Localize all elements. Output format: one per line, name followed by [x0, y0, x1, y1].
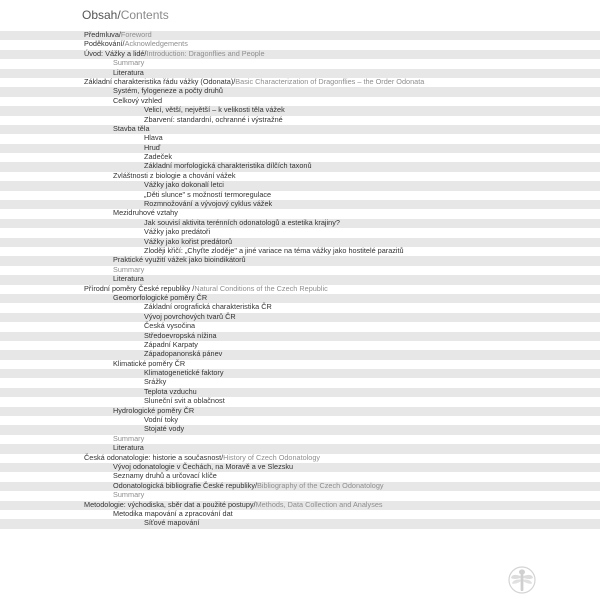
toc-entry-czech: Přírodní poměry České republiky /: [84, 283, 195, 293]
toc-entry-text: [144, 115, 283, 125]
toc-entry-czech: Vývoj povrchových tvarů ČR: [144, 311, 236, 321]
toc-entry-czech: Literatura: [113, 274, 144, 284]
toc-entry-english: Methods, Data Collection and Analyses: [255, 499, 383, 509]
toc-entry: [0, 341, 600, 350]
toc-entry: [0, 106, 600, 115]
toc-entry-czech: Rozmnožování a vývojový cyklus vážek: [144, 199, 273, 209]
toc-entry: [0, 369, 600, 378]
toc-entry-czech: Poděkování/: [84, 39, 125, 49]
toc-entry-czech: Hlava: [144, 133, 163, 143]
toc-entry-english: Summary: [113, 490, 145, 500]
toc-entry-czech: Sluneční svit a oblačnost: [144, 396, 225, 406]
toc-entry-czech: Západopanonská pánev: [144, 349, 223, 359]
toc-entry-czech: „Děti slunce" s možností termoregulace: [144, 189, 272, 199]
toc-entry-czech: Mezidruhové vztahy: [113, 208, 178, 218]
toc-entry: [0, 454, 600, 463]
toc-entry: [0, 50, 600, 59]
toc-entry: [0, 116, 600, 125]
toc-entry: [0, 191, 600, 200]
toc-entry: [0, 322, 600, 331]
toc-entry-czech: Jak souvisí aktivita terénních odonatologů a estetika krajiny?: [144, 217, 340, 227]
toc-entry-czech: Odonatologická bibliografie České republiky/: [113, 480, 257, 490]
toc-entry: [0, 266, 600, 275]
toc-entry: [0, 332, 600, 341]
toc-entry-text: [84, 49, 265, 59]
toc-entry-english: Summary: [113, 433, 145, 443]
title-english: Contents: [120, 8, 169, 22]
toc-entry: [0, 519, 600, 528]
toc-entry-czech: Česká vysočina: [144, 321, 196, 331]
toc-entry: [0, 501, 600, 510]
toc-entry-czech: Česká odonatologie: historie a současnost/: [84, 452, 224, 462]
toc-entry-czech: Síťové mapování: [144, 518, 200, 528]
toc-entry-czech: Stavba těla: [113, 123, 150, 133]
toc-entry-czech: Klimatické poměry ČR: [113, 358, 186, 368]
toc-entry-czech: Základní morfologická charakteristika dílčích taxonů: [144, 161, 312, 171]
toc-entry-english: Introduction: Dragonflies and People: [146, 48, 265, 58]
toc-entry: [0, 247, 600, 256]
toc-entry-czech: Vážky jako predátoři: [144, 227, 211, 237]
toc-entry-czech: Teplota vzduchu: [144, 386, 197, 396]
toc-entry-czech: Zloději křičí: „Chyťte zloděje" a jiné variace na téma vážky jako hostitelé parazitů: [144, 245, 404, 255]
page-title: [82, 8, 169, 22]
toc-entry-czech: Středoevropská nížina: [144, 330, 217, 340]
toc-entry-english: Summary: [113, 264, 145, 274]
toc-entry-czech: Klimatogenetické faktory: [144, 368, 224, 378]
toc-entry: [0, 125, 600, 134]
toc-entry-text: [144, 424, 184, 434]
toc-entry: [0, 407, 600, 416]
toc-entry: [0, 482, 600, 491]
toc-entry: [0, 59, 600, 68]
dragonfly-emblem-icon: [508, 565, 536, 595]
toc-entry: [0, 87, 600, 96]
toc-entry-czech: Systém, fylogeneze a počty druhů: [113, 86, 223, 96]
toc-entry: [0, 162, 600, 171]
toc-entry: [0, 416, 600, 425]
toc-entry: [0, 144, 600, 153]
toc-entry-czech: Zadeček: [144, 152, 172, 162]
toc-entry: [0, 172, 600, 181]
table-of-contents: [0, 31, 600, 529]
toc-entry-czech: Praktické využití vážek jako bioindikátorů: [113, 255, 246, 265]
toc-entry: [0, 200, 600, 209]
toc-entry: [0, 378, 600, 387]
toc-entry-english: Summary: [113, 58, 145, 68]
toc-entry: [0, 388, 600, 397]
toc-entry: [0, 425, 600, 434]
toc-entry-english: Basic Characterization of Dragonflies – the Order Odonata: [235, 76, 425, 86]
toc-entry: [0, 303, 600, 312]
toc-entry-text: [113, 481, 384, 491]
toc-entry-czech: Vývoj odonatologie v Čechách, na Moravě a ve Slezsku: [113, 461, 294, 471]
toc-entry-czech: Metodika mapování a zpracování dat: [113, 508, 233, 518]
toc-entry: [0, 134, 600, 143]
toc-entry-english: History of Czech Odonatology: [223, 452, 321, 462]
toc-entry-czech: Úvod: Vážky a lidé/: [84, 48, 147, 58]
toc-entry: [0, 219, 600, 228]
toc-entry-czech: Metodologie: východiska, sběr dat a použité postupy/: [84, 499, 256, 509]
toc-entry-czech: Základní orografická charakteristika ČR: [144, 302, 272, 312]
title-czech: Obsah/: [82, 8, 121, 22]
toc-entry: [0, 435, 600, 444]
toc-entry: [0, 313, 600, 322]
toc-entry: [0, 510, 600, 519]
toc-entry-english: Acknowledgements: [124, 39, 188, 49]
toc-entry-czech: Celkový vzhled: [113, 95, 163, 105]
toc-entry-czech: Seznamy druhů a určovací klíče: [113, 471, 217, 481]
toc-entry-czech: Zvláštnosti z biologie a chování vážek: [113, 170, 236, 180]
toc-entry: [0, 360, 600, 369]
toc-entry-czech: Vážky jako dokonalí letci: [144, 180, 224, 190]
toc-entry-czech: Vodní toky: [144, 415, 179, 425]
toc-entry-czech: Literatura: [113, 443, 144, 453]
toc-entry-czech: Hruď: [144, 142, 161, 152]
toc-entry-english: Foreword: [120, 30, 152, 39]
toc-entry-czech: Vážky jako kořist predátorů: [144, 236, 233, 246]
toc-entry-english: Bibliography of the Czech Odonatology: [257, 480, 384, 490]
toc-entry: [0, 463, 600, 472]
toc-entry-czech: Západní Karpaty: [144, 339, 198, 349]
toc-entry: [0, 181, 600, 190]
toc-entry-czech: Zbarvení: standardní, ochranné i výstražné: [144, 114, 283, 124]
toc-entry-czech: Srážky: [144, 377, 167, 387]
toc-entry-czech: Hydrologické poměry ČR: [113, 405, 195, 415]
toc-entry-czech: Velicí, větší, největší – k velikosti těla vážek: [144, 105, 285, 115]
toc-entry: [0, 285, 600, 294]
toc-entry: [0, 350, 600, 359]
toc-entry-czech: Geomorfologické poměry ČR: [113, 292, 208, 302]
toc-entry-czech: Základní charakteristika řádu vážky (Odonata)/: [84, 76, 236, 86]
toc-entry-czech: Stojaté vody: [144, 424, 185, 434]
toc-entry: [0, 256, 600, 265]
toc-entry: [0, 78, 600, 87]
toc-entry: [0, 97, 600, 106]
toc-entry-english: Natural Conditions of the Czech Republic: [194, 283, 328, 293]
toc-entry: [0, 397, 600, 406]
toc-entry-text: [144, 518, 199, 528]
toc-entry: [0, 228, 600, 237]
toc-entry-czech: Literatura: [113, 67, 144, 77]
toc-entry: [0, 294, 600, 303]
toc-entry-czech: Předmluva/: [84, 30, 121, 39]
